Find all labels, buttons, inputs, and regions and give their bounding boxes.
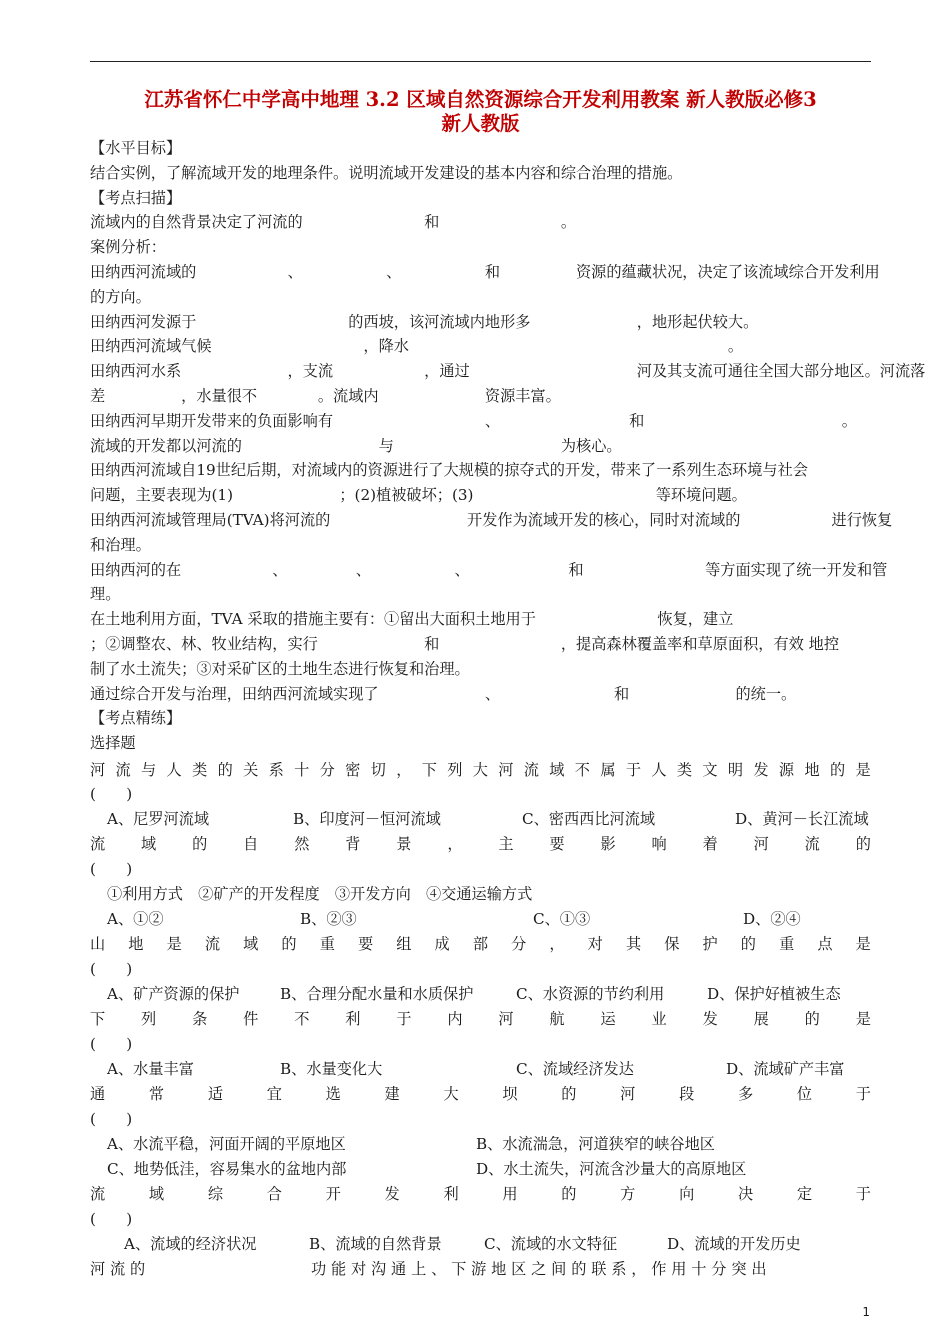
option-b: B、②③ — [300, 910, 357, 928]
question-7-right: 功 能 对 沟 通 上 、 下 游 地 区 之 间 的 联 系 ， 作 用 十 分 突 出 — [311, 1260, 767, 1278]
stem-char: 人 — [166, 761, 182, 779]
question-4-paren: ( ) — [90, 1035, 133, 1053]
stem-char: 下 — [421, 761, 437, 779]
body-line: 【考点扫描】 — [90, 188, 182, 207]
stem-char: 建 — [384, 1085, 400, 1103]
stem-char: 选 — [325, 1085, 341, 1103]
stem-char: 的 — [217, 761, 233, 779]
stem-char: 系 — [268, 761, 284, 779]
stem-char: 是 — [855, 1010, 871, 1028]
question-5-stem — [90, 1082, 871, 1106]
question-5-paren: ( ) — [90, 1110, 133, 1128]
stem-char: 条 — [192, 1010, 208, 1028]
body-line: 案例分析： — [90, 238, 166, 257]
body-line: 在土地利用方面，TVA 采取的措施主要有：①留出大面积土地用于 恢复，建立 — [90, 610, 734, 629]
stem-char: ， — [549, 935, 565, 953]
stem-char: 的 — [561, 1085, 577, 1103]
stem-char: 与 — [141, 761, 157, 779]
stem-char: 利 — [345, 1010, 361, 1028]
stem-char: 是 — [166, 935, 182, 953]
body-line: 制了水土流失；③对采矿区的土地生态进行恢复和治理。 — [90, 659, 470, 678]
stem-char: 向 — [679, 1185, 695, 1203]
stem-char: 主 — [498, 835, 514, 853]
stem-char: 发 — [753, 761, 769, 779]
stem-char: 的 — [855, 835, 871, 853]
stem-char: 于 — [396, 1010, 412, 1028]
option-c: C、流域的水文特征 — [484, 1235, 618, 1253]
question-3-paren: ( ) — [90, 960, 133, 978]
stem-char: 分 — [319, 761, 335, 779]
stem-char: 的 — [561, 1185, 577, 1203]
option-b: B、印度河－恒河流域 — [293, 810, 441, 828]
doc-title-line1: 江苏省怀仁中学高中地理 3.2 区域自然资源综合开发利用教案 新人教版必修3 — [144, 88, 817, 111]
stem-char: 切 — [370, 761, 386, 779]
stem-char: 部 — [472, 935, 488, 953]
option-d: D、保护好植被生态 — [707, 985, 841, 1003]
option-d: D、流域矿产丰富 — [726, 1060, 845, 1078]
question-2-items: ①利用方式 ②矿产的开发程度 ③开发方向 ④交通运输方式 — [107, 885, 533, 903]
option-a: A、水量丰富 — [107, 1060, 194, 1078]
option-d: D、水土流失，河流含沙量大的高原地区 — [476, 1160, 747, 1178]
stem-char: 景 — [396, 835, 412, 853]
question-2-stem — [90, 832, 871, 856]
body-line: 理。 — [90, 585, 121, 604]
stem-char: 运 — [600, 1010, 616, 1028]
body-line: 田纳西河早期开发带来的负面影响有 、 和 。 — [90, 411, 857, 430]
option-c: C、水资源的节约利用 — [516, 985, 665, 1003]
stem-char: 发 — [702, 1010, 718, 1028]
option-d: D、流域的开发历史 — [667, 1235, 801, 1253]
stem-char: 点 — [817, 935, 833, 953]
option-d: D、黄河－长江流域 — [735, 810, 869, 828]
option-c: C、流域经济发达 — [516, 1060, 634, 1078]
stem-char: 不 — [574, 761, 590, 779]
body-line: 田纳西河水系 ，支流 ，通过 河及其支流可通往全国大部分地区。河流落 — [90, 362, 926, 381]
stem-char: 地 — [804, 761, 820, 779]
stem-char: 决 — [737, 1185, 754, 1203]
stem-char: 域 — [141, 835, 157, 853]
stem-char: 着 — [702, 835, 718, 853]
stem-char: 于 — [855, 1085, 871, 1103]
stem-char: 河 — [753, 835, 769, 853]
stem-char: 成 — [434, 935, 450, 953]
stem-char: 密 — [345, 761, 361, 779]
stem-char: 河 — [90, 761, 106, 779]
question-4-stem — [90, 1007, 871, 1031]
stem-char: 不 — [294, 1010, 310, 1028]
stem-char: 重 — [779, 935, 795, 953]
stem-char: 十 — [294, 761, 310, 779]
stem-char: 类 — [676, 761, 693, 779]
stem-char: 合 — [266, 1185, 282, 1203]
body-line: 差 ，水量很不 。流域内 资源丰富。 — [90, 387, 561, 405]
stem-char: 用 — [502, 1185, 518, 1203]
body-line: 和治理。 — [90, 535, 151, 554]
option-c: C、地势低洼，容易集水的盆地内部 — [107, 1160, 347, 1178]
option-c: C、①③ — [533, 910, 591, 928]
body-line: 田纳西河流域气候 ，降水 。 — [90, 337, 744, 356]
stem-char: 于 — [625, 761, 642, 779]
stem-char: 明 — [727, 761, 744, 779]
stem-char: 流 — [204, 935, 221, 953]
stem-char: 多 — [737, 1085, 754, 1103]
stem-char: 开 — [325, 1185, 341, 1203]
stem-char: 类 — [192, 761, 208, 779]
stem-char: 流 — [90, 1185, 106, 1203]
stem-char: 于 — [855, 1185, 871, 1203]
body-line: 结合实例，了解流域开发的地理条件。说明流域开发建设的基本内容和综合治理的措施。 — [90, 163, 683, 182]
option-a: A、矿产资源的保护 — [107, 985, 240, 1003]
stem-char: 保 — [664, 935, 680, 953]
question-1-paren: ( ) — [90, 785, 133, 803]
stem-char: 发 — [384, 1185, 400, 1203]
stem-char: 对 — [587, 935, 603, 953]
stem-char: 流 — [804, 835, 820, 853]
stem-char: 域 — [243, 935, 259, 953]
question-7-left: 河 流 的 — [90, 1260, 146, 1278]
stem-char: 业 — [651, 1010, 667, 1028]
option-b: B、合理分配水量和水质保护 — [280, 985, 474, 1003]
body-line: 【考点精练】 — [90, 709, 182, 728]
stem-char: 组 — [396, 935, 412, 953]
stem-char: 人 — [651, 761, 667, 779]
stem-char: 件 — [243, 1010, 259, 1028]
stem-char: 关 — [243, 761, 259, 779]
stem-char: 要 — [549, 835, 565, 853]
stem-char: 适 — [207, 1085, 223, 1103]
question-7-stem — [90, 1257, 871, 1281]
stem-char: 展 — [753, 1010, 769, 1028]
body-line: 田纳西河流域管理局(TVA)将河流的 开发作为流域开发的核心，同时对流域的 进行恢复 — [90, 511, 893, 529]
stem-char: 重 — [319, 935, 335, 953]
stem-char: 的 — [281, 935, 297, 953]
stem-char: 其 — [625, 935, 642, 953]
body-line: 流域内的自然背景决定了河流的 和 。 — [90, 213, 576, 232]
stem-char: 位 — [796, 1085, 813, 1103]
header-rule — [90, 61, 871, 62]
stem-char: 内 — [447, 1010, 463, 1028]
option-b: B、流域的自然背景 — [309, 1235, 442, 1253]
body-line: 流域的开发都以河流的 与 为核心。 — [90, 436, 622, 455]
option-c: C、密西西比河流域 — [522, 810, 656, 828]
stem-char: 的 — [740, 935, 756, 953]
stem-char: 域 — [148, 1185, 165, 1203]
question-2-paren: ( ) — [90, 860, 133, 878]
stem-char: 影 — [600, 835, 616, 853]
stem-char: 综 — [207, 1185, 223, 1203]
stem-char: 属 — [600, 761, 616, 779]
option-a: A、流域的经济状况 — [124, 1235, 257, 1253]
stem-char: 方 — [620, 1185, 636, 1203]
stem-char: 山 — [90, 935, 106, 953]
stem-char: 大 — [472, 761, 488, 779]
stem-char: 段 — [679, 1085, 695, 1103]
stem-char: 的 — [192, 835, 208, 853]
stem-char: 分 — [511, 935, 527, 953]
stem-char: 源 — [778, 761, 795, 779]
page-number: 1 — [862, 1305, 870, 1319]
stem-char: 列 — [447, 761, 463, 779]
stem-char: 响 — [651, 835, 667, 853]
body-line: 的方向。 — [90, 287, 151, 306]
stem-char: 河 — [620, 1085, 636, 1103]
question-3-stem — [90, 932, 871, 956]
body-line: 田纳西河发源于 的西坡，该河流域内地形多 ，地形起伏较大。 — [90, 312, 759, 331]
stem-char: 是 — [855, 761, 871, 779]
stem-char: 的 — [829, 761, 846, 779]
stem-char: ， — [396, 761, 412, 779]
body-line: 田纳西河的在 、 、 、 和 等方面实现了统一开发和管 — [90, 560, 888, 579]
body-line: 问题，主要表现为(1) ；(2)植被破坏；(3) 等环境问题。 — [90, 486, 747, 505]
option-b: B、水流湍急，河道狭窄的峡谷地区 — [476, 1135, 715, 1153]
body-line: 田纳西河流域自19世纪后期，对流域内的资源进行了大规模的掠夺式的开发，带来了一系列生态环境与社会 — [90, 461, 808, 480]
stem-char: 的 — [804, 1010, 820, 1028]
stem-char: 护 — [702, 935, 718, 953]
body-line: ；②调整农、林、牧业结构，实行 和 ，提高森林覆盖率和草原面积，有效 地控 — [90, 635, 840, 653]
stem-char: ， — [447, 835, 463, 853]
stem-char: 流 — [90, 835, 106, 853]
option-d: D、②④ — [743, 910, 801, 928]
stem-char: 自 — [243, 835, 259, 853]
stem-char: 文 — [702, 761, 718, 779]
stem-char: 然 — [294, 835, 310, 853]
stem-char: 航 — [549, 1010, 565, 1028]
stem-char: 坝 — [502, 1085, 518, 1103]
option-b: B、水量变化大 — [280, 1060, 383, 1078]
body-line: 田纳西河流域的 、 、 和 资源的蕴藏状况，决定了该流域综合开发利用 — [90, 263, 880, 281]
stem-char: 域 — [549, 761, 565, 779]
option-a: A、尼罗河流域 — [107, 810, 210, 828]
question-6-stem — [90, 1182, 871, 1206]
question-1-stem — [90, 758, 871, 782]
stem-char: 利 — [443, 1185, 459, 1203]
stem-char: 常 — [148, 1085, 165, 1103]
stem-char: 定 — [796, 1185, 813, 1203]
body-line: 通过综合开发与治理，田纳西河流域实现了 、 和 的统一。 — [90, 684, 797, 703]
stem-char: 要 — [357, 935, 374, 953]
stem-char: 河 — [498, 761, 514, 779]
doc-title-line2: 新人教版 — [441, 112, 520, 135]
body-line: 【水平目标】 — [90, 139, 182, 157]
stem-char: 流 — [115, 761, 131, 779]
stem-char: 大 — [443, 1085, 459, 1103]
stem-char: 流 — [523, 761, 539, 779]
stem-char: 下 — [90, 1010, 106, 1028]
stem-char: 宜 — [266, 1085, 282, 1103]
option-a: A、水流平稳，河面开阔的平原地区 — [107, 1135, 346, 1153]
stem-char: 地 — [128, 935, 144, 953]
option-a: A、①② — [107, 910, 164, 928]
stem-char: 河 — [498, 1010, 514, 1028]
stem-char: 背 — [345, 835, 361, 853]
stem-char: 是 — [855, 935, 871, 953]
question-6-paren: ( ) — [90, 1210, 133, 1228]
body-line: 选择题 — [90, 734, 136, 753]
stem-char: 通 — [90, 1085, 106, 1103]
stem-char: 列 — [141, 1010, 157, 1028]
